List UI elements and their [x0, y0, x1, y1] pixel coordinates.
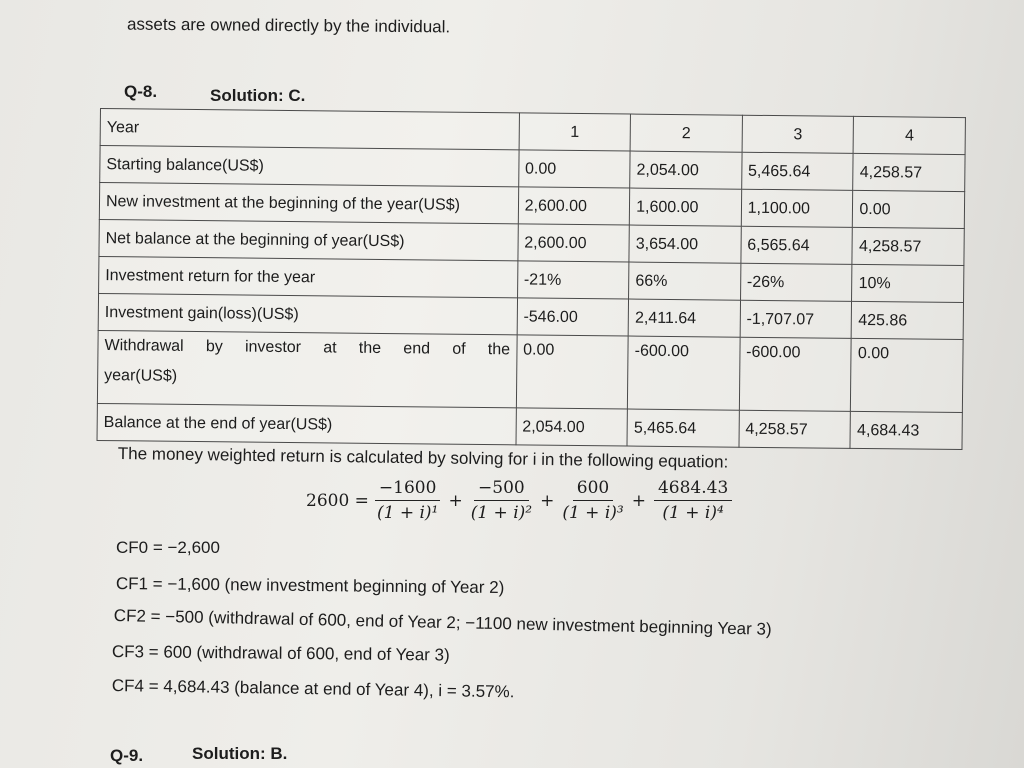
- table-cell: -1,707.07: [740, 300, 852, 338]
- table-cell: 6,565.64: [741, 226, 853, 264]
- table-row: [97, 330, 963, 412]
- table-cell: -600.00: [628, 336, 740, 410]
- label-word: end: [403, 340, 431, 358]
- term-denominator: (1 + i)²: [470, 503, 533, 523]
- table-cell: 5,465.64: [741, 152, 853, 190]
- row-label: Investment gain(loss)(US$): [98, 293, 517, 334]
- table-cell: 2,054.00: [516, 408, 628, 446]
- table-header-label: Year: [100, 109, 519, 150]
- term-numerator: 600: [573, 478, 613, 501]
- table-header-cell: 1: [519, 113, 631, 151]
- equation-term: [654, 478, 732, 523]
- label-word: Withdrawal: [104, 337, 184, 355]
- row-label: New investment at the beginning of the year(US$): [99, 183, 518, 224]
- table-cell: 425.86: [852, 301, 964, 339]
- table-header-cell: 4: [854, 116, 966, 154]
- label-word: of: [452, 340, 466, 358]
- label-word: by: [205, 338, 223, 356]
- table-cell: -21%: [517, 261, 629, 299]
- row-label: Net balance at the beginning of year(US$): [99, 219, 518, 260]
- q9-label: Q-9.: [110, 746, 144, 765]
- equation-lhs: 2600 =: [306, 490, 369, 511]
- table-header-cell: 3: [742, 115, 854, 153]
- table-cell: 2,411.64: [628, 299, 740, 337]
- table-cell: 3,654.00: [629, 225, 741, 263]
- table-row: [97, 403, 962, 449]
- table-cell: 4,258.57: [852, 227, 964, 265]
- plus-sign: +: [448, 490, 463, 511]
- mwr-equation: [306, 478, 738, 523]
- table-cell: 2,600.00: [518, 224, 630, 262]
- label-word: investor: [244, 338, 302, 357]
- mwr-text: The money weighted return is calculated by solving for i in the following equation:: [117, 444, 729, 472]
- row-label-line1: [104, 337, 510, 359]
- term-numerator: −1600: [375, 478, 441, 501]
- term-numerator: 4684.43: [654, 478, 732, 501]
- table-cell: 5,465.64: [627, 409, 739, 447]
- term-numerator: −500: [474, 478, 529, 501]
- table-cell: -546.00: [517, 298, 629, 336]
- plus-sign: +: [631, 490, 646, 511]
- table-cell: 2,600.00: [518, 187, 630, 225]
- row-label: Balance at the end of year(US$): [97, 403, 516, 444]
- table-cell: 66%: [629, 262, 741, 300]
- cash-flow-line: CF1 = −1,600 (new investment beginning of Year 2): [115, 574, 505, 598]
- row-label-withdrawal: [97, 330, 516, 407]
- table-cell: 0.00: [518, 150, 630, 188]
- cash-flow-line: CF2 = −500 (withdrawal of 600, end of Year 2; −1100 new investment beginning Year 3): [113, 606, 772, 639]
- table-cell: 10%: [852, 264, 964, 302]
- term-denominator: (1 + i)⁴: [662, 503, 724, 523]
- table-cell: 4,258.57: [739, 410, 851, 448]
- label-word: the: [487, 341, 511, 359]
- term-denominator: (1 + i)¹: [376, 503, 439, 523]
- table-cell: 1,100.00: [741, 189, 853, 227]
- table-cell: 4,258.57: [853, 153, 965, 191]
- cash-flow-line: CF0 = −2,600: [116, 538, 220, 557]
- table-cell: 0.00: [851, 338, 963, 412]
- term-denominator: (1 + i)³: [562, 503, 624, 523]
- q8-solution: Solution: C.: [210, 86, 306, 105]
- equation-term: [562, 478, 623, 523]
- cash-flow-line: CF4 = 4,684.43 (balance at end of Year 4), i = 3.57%.: [111, 676, 515, 702]
- row-label: Starting balance(US$): [100, 146, 519, 187]
- table-cell: 4,684.43: [850, 411, 962, 449]
- q8-label: Q-8.: [124, 82, 158, 101]
- table-header-cell: 2: [630, 114, 742, 152]
- q9-solution: Solution: B.: [192, 744, 288, 763]
- cash-flow-line: CF3 = 600 (withdrawal of 600, end of Year 3): [111, 642, 450, 665]
- table-cell: 0.00: [853, 190, 965, 228]
- row-label-line2: year(US$): [104, 367, 178, 385]
- table-cell: 0.00: [516, 335, 628, 409]
- label-word: the: [358, 339, 382, 357]
- table-cell: 1,600.00: [629, 188, 741, 226]
- row-label: Investment return for the year: [99, 256, 518, 297]
- intro-line: assets are owned directly by the individual.: [126, 14, 451, 37]
- table-cell: -26%: [740, 263, 852, 301]
- equation-term: [471, 478, 532, 523]
- label-word: at: [323, 339, 337, 357]
- table-cell: 2,054.00: [630, 151, 742, 189]
- equation-term: [375, 478, 441, 523]
- table-cell: -600.00: [739, 337, 851, 411]
- plus-sign: +: [540, 490, 555, 511]
- solution-table: [97, 108, 966, 450]
